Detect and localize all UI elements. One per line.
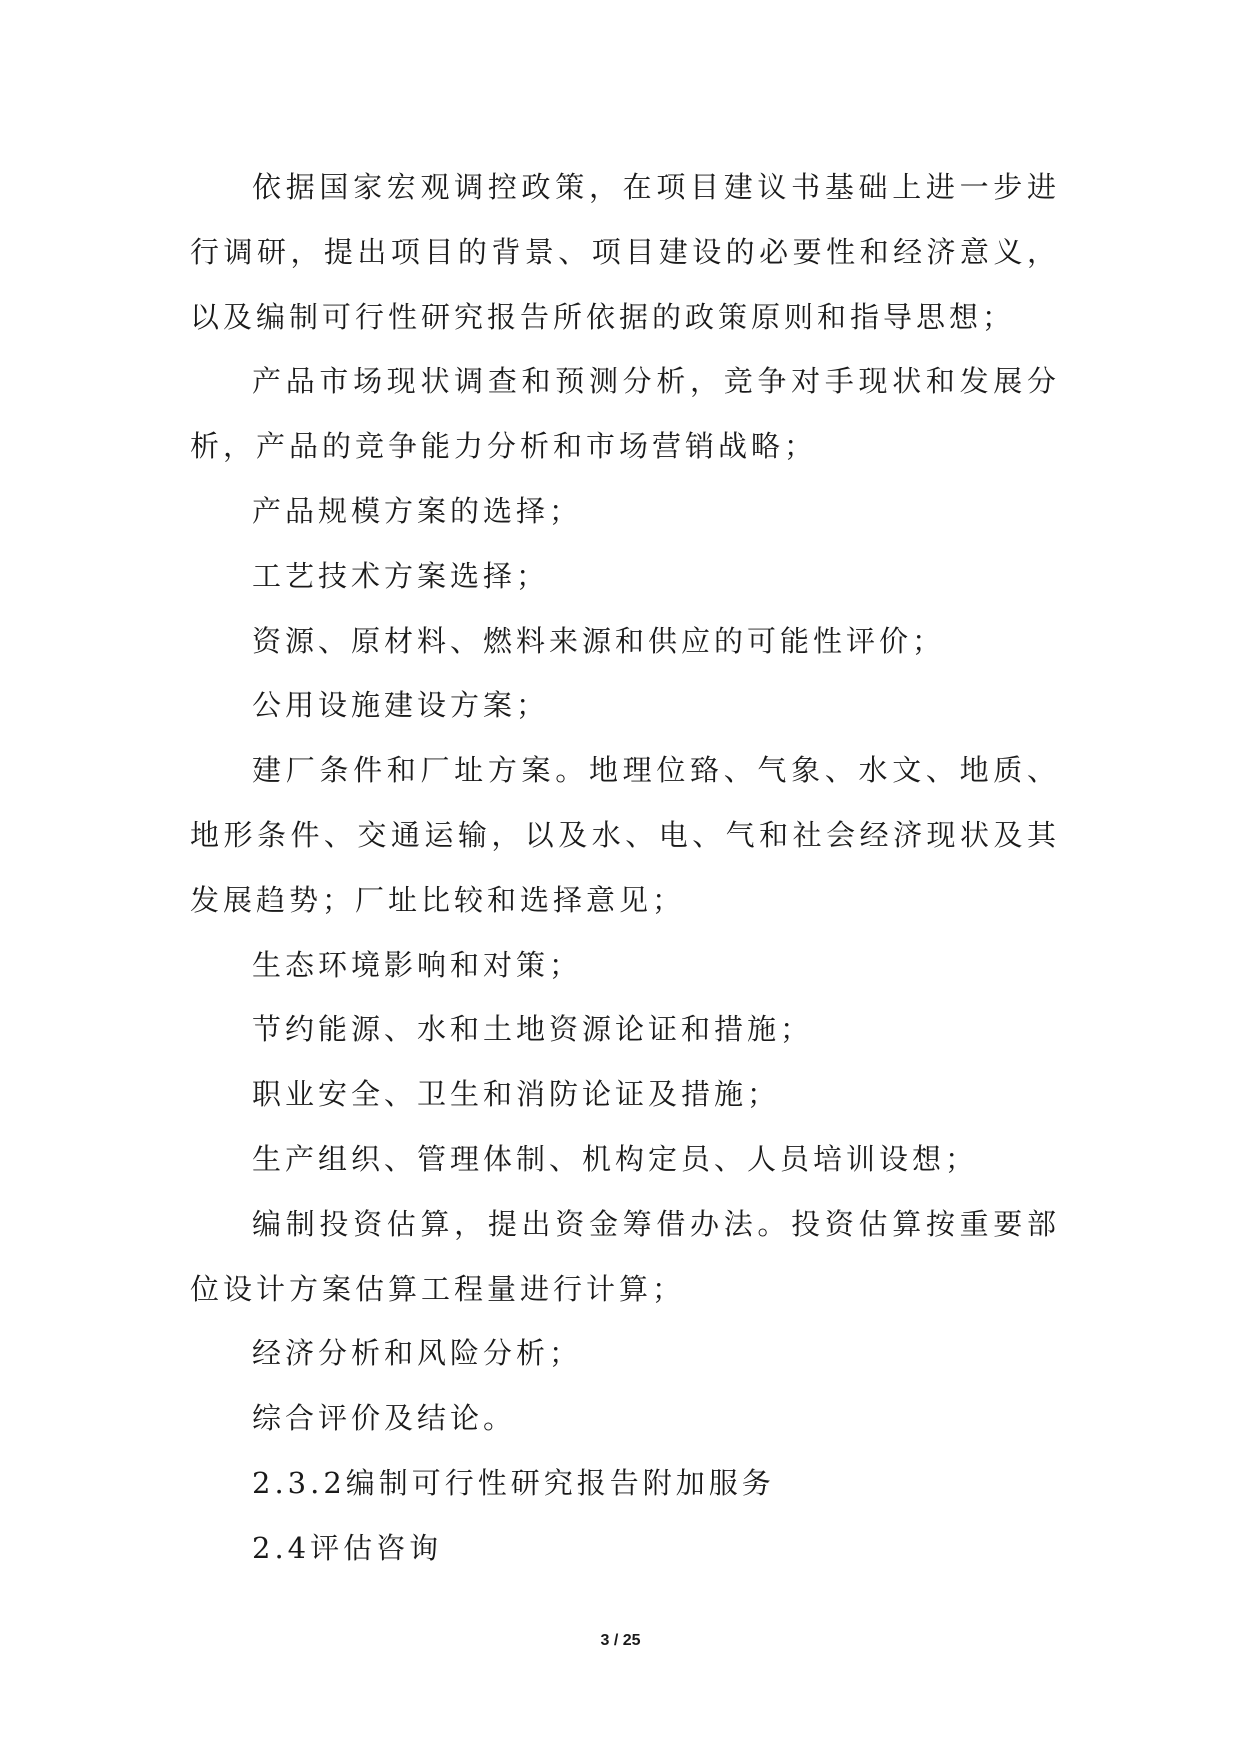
paragraph-organization: 生产组织、管理体制、机构定员、人员培训设想； — [252, 1141, 979, 1176]
paragraph-site-conditions: 建厂条件和厂址方案。地理位臵、气象、水文、地质、地形条件、交通运输，以及水、电、气和社会经济现状及其发展趋势；厂址比较和选择意见； — [190, 753, 1060, 917]
paragraph-investment-estimate: 编制投资估算，提出资金筹借办法。投资估算按重要部位设计方案估算工程量进行计算； — [190, 1206, 1060, 1306]
paragraph-risk-analysis: 经济分析和风险分析； — [252, 1336, 583, 1371]
paragraph-ecology: 生态环境影响和对策； — [252, 947, 583, 982]
paragraph-product-scale: 产品规模方案的选择； — [252, 493, 583, 528]
section-heading-2-4: 2.4评估咨询 — [252, 1530, 443, 1565]
page-number: 3 / 25 — [600, 1632, 641, 1649]
paragraph-process-technology: 工艺技术方案选择； — [252, 558, 550, 593]
paragraph-market-analysis: 产品市场现状调查和预测分析，竞争对手现状和发展分析，产品的竞争能力分析和市场营销战略； — [190, 364, 1060, 464]
paragraph-policy-basis: 依据国家宏观调控政策，在项目建议书基础上进一步进行调研，提出项目的背景、项目建设的必要性和经济意义，以及编制可行性研究报告所依据的政策原则和指导思想； — [190, 170, 1060, 334]
document-body — [190, 155, 1060, 1581]
section-heading-2-3-2: 2.3.2编制可行性研究报告附加服务 — [252, 1465, 775, 1500]
paragraph-energy-saving: 节约能源、水和土地资源论证和措施； — [252, 1012, 814, 1047]
paragraph-resources-supply: 资源、原材料、燃料来源和供应的可能性评价； — [252, 623, 946, 658]
paragraph-public-facilities: 公用设施建设方案； — [252, 688, 550, 723]
paragraph-conclusion: 综合评价及结论。 — [252, 1401, 517, 1436]
paragraph-safety: 职业安全、卫生和消防论证及措施； — [252, 1077, 781, 1112]
